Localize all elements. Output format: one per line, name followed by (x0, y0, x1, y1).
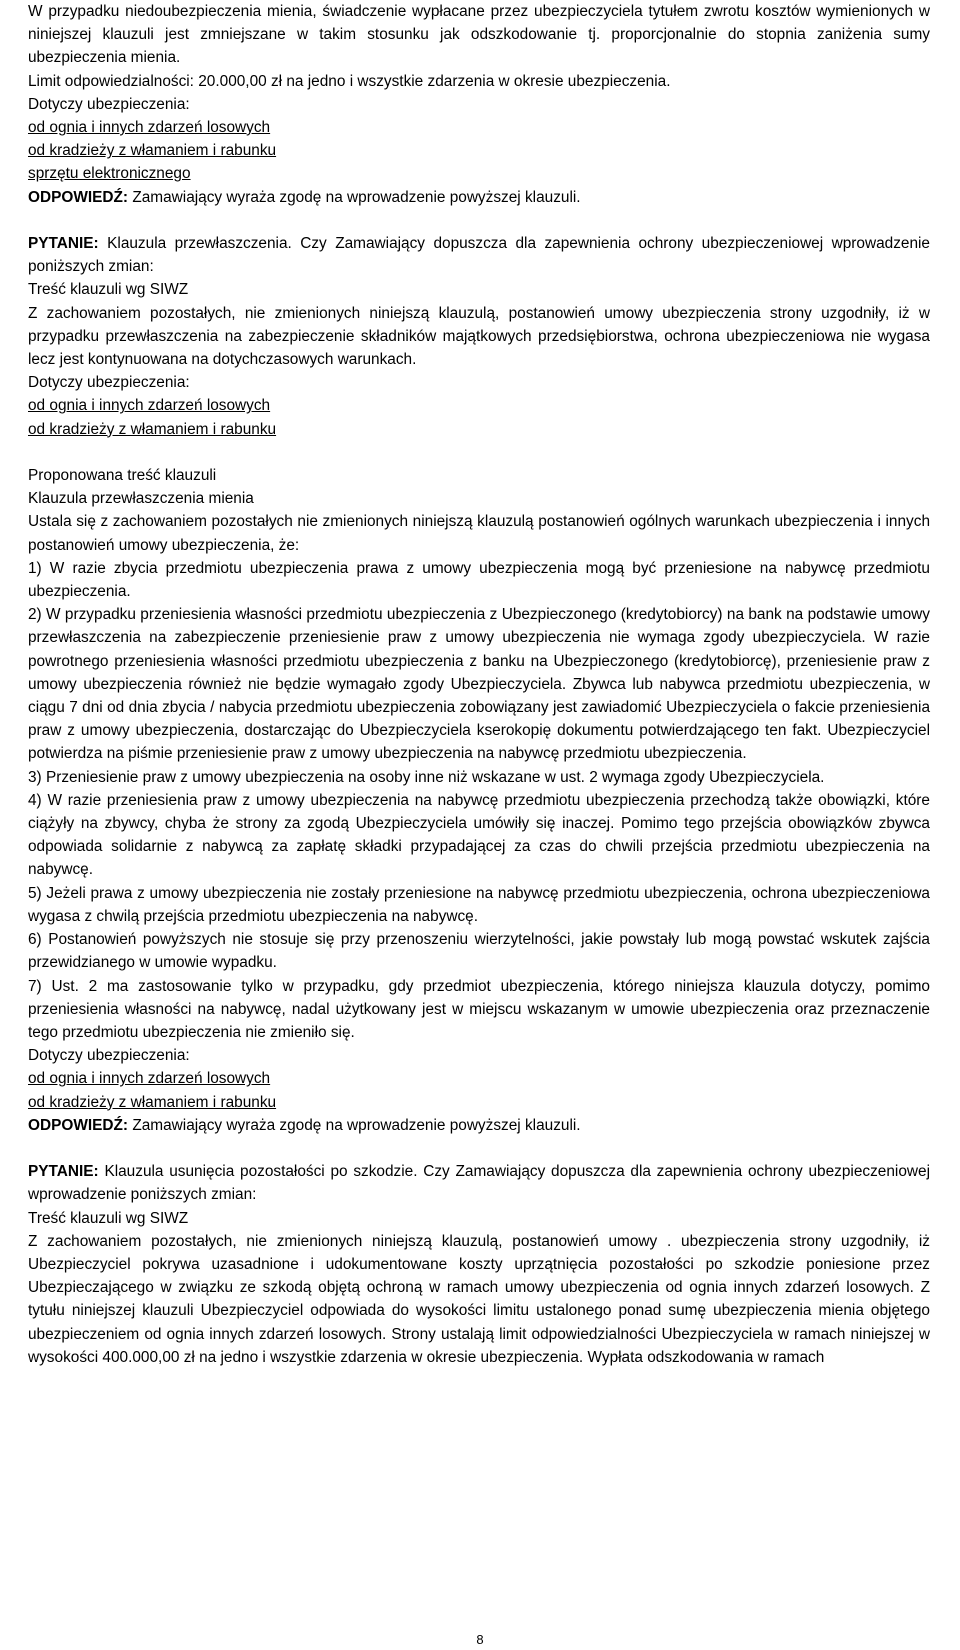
paragraph-text: Klauzula usunięcia pozostałości po szkodzie. Czy Zamawiający dopuszcza dla zapewnienia ochrony ubezpieczeniowej wprowadzenie poniższych zmian: (28, 1163, 930, 1204)
paragraph-text: Zamawiający wyraża zgodę na wprowadzenie powyższej klauzuli. (128, 188, 581, 206)
bold-label: ODPOWIEDŹ: (28, 188, 129, 206)
text-line: Treść klauzuli wg SIWZ (28, 1209, 189, 1227)
paragraph: 3) Przeniesienie praw z umowy ubezpieczenia na osoby inne niż wskazane w ust. 2 wymaga zgody Ubezpieczyciela. (28, 768, 825, 786)
paragraph: Z zachowaniem pozostałych, nie zmienionych niniejszą klauzulą, postanowień umowy . ubezpieczenia strony uzgodniły, iż Ubezpieczyciel pokrywa uzasadnione i udokumentowane koszty uprzątnięcia pozostałości po szkodzie poniesione przez Ubezpieczającego w związku ze szkodą objętą ochroną w ramach umowy ubezpieczenia od ognia innych zdarzeń losowych. Z tytułu niniejszej klauzuli Ubezpieczyciel odpowiada do wysokości limitu ustalonego ponad sumę ubezpieczenia mienia objętego ubezpieczeniem od ognia innych zdarzeń losowych. Strony ustalają limit odpowiedzialności Ubezpieczyciela w ramach niniejszej w wysokości 400.000,00 zł na jedno i wszystkie zdarzenia w okresie ubezpieczenia. Wypłata odszkodowania w ramach (28, 1232, 930, 1366)
bold-label: PYTANIE: (28, 1163, 99, 1181)
paragraph-text: Klauzula przewłaszczenia. Czy Zamawiający dopuszcza dla zapewnienia ochrony ubezpieczeniowej wprowadzenie poniższych zmian: (28, 235, 930, 276)
paragraph: 1) W razie zbycia przedmiotu ubezpieczenia prawa z umowy ubezpieczenia mogą być przeniesione na nabywcę przedmiotu ubezpieczenia. (28, 559, 930, 601)
insurance-scope-item: od kradzieży z włamaniem i rabunku (28, 1093, 277, 1111)
insurance-scope-item: sprzętu elektronicznego (28, 165, 191, 183)
insurance-scope-item: od kradzieży z włamaniem i rabunku (28, 420, 277, 438)
text-line: Limit odpowiedzialności: 20.000,00 zł na jedno i wszystkie zdarzenia w okresie ubezpieczenia. (28, 72, 671, 90)
text-line: Dotyczy ubezpieczenia: (28, 95, 190, 113)
paragraph: Ustala się z zachowaniem pozostałych nie zmienionych niniejszą klauzulą postanowień ogólnych warunkach ubezpieczenia i innych postanowień umowy ubezpieczenia, że: (28, 513, 930, 554)
question-paragraph (28, 1160, 930, 1206)
paragraph: 6) Postanowień powyższych nie stosuje się przy przenoszeniu wierzytelności, jakie powstały lub mogą powstać wskutek zajścia przewidzianego w umowie wypadku. (28, 931, 930, 972)
blank-line (28, 1137, 930, 1160)
paragraph: 2) W przypadku przeniesienia własności przedmiotu ubezpieczenia z Ubezpieczonego (kredytobiorcy) na bank na podstawie umowy przewłaszczenia na zabezpieczenie przeniesienie praw z umowy ubezpieczenia nie wymaga zgody ubezpieczyciela. W razie powrotnego przeniesienia własności przedmiotu ubezpieczenia z banku na Ubezpieczonego (kredytobiorcę), przeniesienie praw z umowy ubezpieczenia również nie będzie wymagało zgody Ubezpieczyciela. Zbywca lub nabywca przedmiotu ubezpieczenia, w ciągu 7 dni od dnia zbycia / nabycia przedmiotu ubezpieczenia zobowiązany jest zawiadomić Ubezpieczyciela o fakcie przeniesienia praw z umowy ubezpieczenia, dostarczając do Ubezpieczyciela kserokopię dokumentu potwierdzającego ten fakt. Ubezpieczyciel potwierdza na piśmie przeniesienie praw z umowy ubezpieczenia na nabywcę przedmiotu ubezpieczenia. (28, 606, 930, 763)
document-page (28, 0, 930, 1369)
paragraph: 7) Ust. 2 ma zastosowanie tylko w przypadku, gdy przedmiot ubezpieczenia, którego niniejsza klauzula dotyczy, pomimo przeniesienia własności na nabywcę, nadal użytkowany jest w miejscu wskazanym w umowie ubezpieczenia oraz przeznaczenie tego przedmiotu ubezpieczenia nie zmieniło się. (28, 977, 930, 1041)
insurance-scope-item: od ognia i innych zdarzeń losowych (28, 397, 271, 415)
paragraph: 5) Jeżeli prawa z umowy ubezpieczenia nie zostały przeniesione na nabywcę przedmiotu ubezpieczenia, ochrona ubezpieczeniowa wygasa z chwilą przejścia przedmiotu ubezpieczenia na nabywcę. (28, 884, 930, 925)
blank-line (28, 209, 930, 232)
insurance-scope-item: od ognia i innych zdarzeń losowych (28, 1070, 271, 1088)
text-line: Treść klauzuli wg SIWZ (28, 281, 189, 299)
insurance-scope-item: od kradzieży z włamaniem i rabunku (28, 142, 277, 160)
bold-label: PYTANIE: (28, 235, 99, 253)
text-line: Klauzula przewłaszczenia mienia (28, 490, 254, 508)
page-number: 8 (476, 1632, 484, 1647)
question-paragraph (28, 232, 930, 278)
text-line: Dotyczy ubezpieczenia: (28, 374, 190, 392)
blank-line (28, 441, 930, 464)
answer-line (28, 1114, 930, 1137)
paragraph: Z zachowaniem pozostałych, nie zmienionych niniejszą klauzulą, postanowień umowy ubezpieczenia strony uzgodniły, iż w przypadku przewłaszczenia na zabezpieczenie składników majątkowych przedsiębiorstwa, ochrona ubezpieczeniowa nie wygasa lecz jest kontynuowana na dotychczasowych warunkach. (28, 304, 930, 369)
text-line: Dotyczy ubezpieczenia: (28, 1047, 190, 1065)
answer-line (28, 186, 930, 209)
paragraph: W przypadku niedoubezpieczenia mienia, świadczenie wypłacane przez ubezpieczyciela tytułem zwrotu kosztów wymienionych w niniejszej klauzuli jest zmniejszane w takim stosunku jak odszkodowanie tj. proporcjonalnie do stopnia zaniżenia sumy ubezpieczenia mienia. (28, 3, 930, 67)
insurance-scope-item: od ognia i innych zdarzeń losowych (28, 119, 271, 137)
text-line: Proponowana treść klauzuli (28, 467, 217, 485)
bold-label: ODPOWIEDŹ: (28, 1116, 129, 1134)
paragraph-text: Zamawiający wyraża zgodę na wprowadzenie powyższej klauzuli. (128, 1116, 581, 1134)
paragraph: 4) W razie przeniesienia praw z umowy ubezpieczenia na nabywcę przedmiotu ubezpieczenia przechodzą także obowiązki, które ciążyły na zbywcy, chyba że strony za zgodą Ubezpieczyciela umówiły się inaczej. Pomimo tego przejścia obowiązków zbywca odpowiada solidarnie z nabywcą za zapłatę składki przypadającej za czas do chwili przejścia przedmiotu ubezpieczenia na nabywcę. (28, 791, 930, 879)
